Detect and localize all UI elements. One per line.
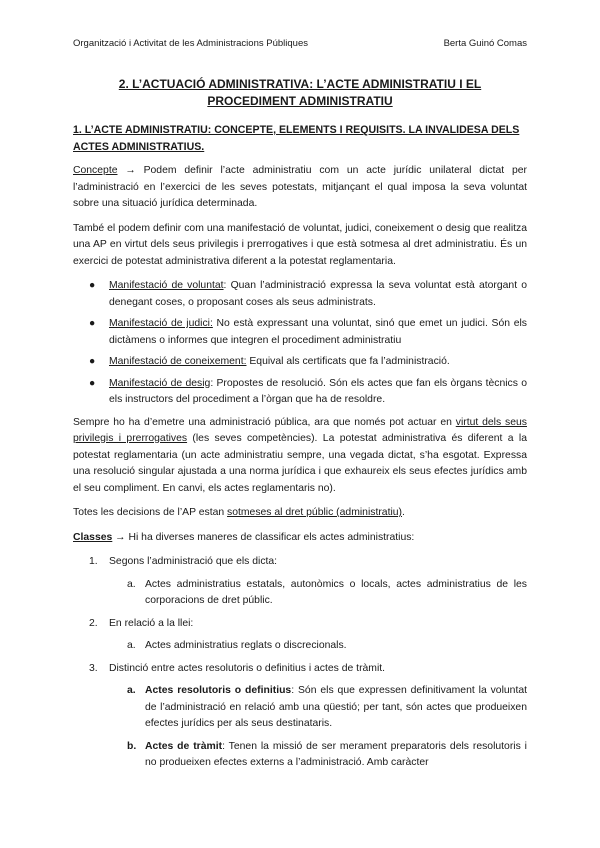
concept-label: Concepte (73, 165, 118, 176)
classes-arrow: → (112, 531, 129, 543)
list-item (73, 376, 527, 409)
classes-text: Hi ha diverses maneres de classificar els actes administratius: (128, 531, 415, 543)
definition-paragraph: També el podem definir com una manifestació de voluntat, judici, coneixement o desig que realitza una AP en virtut dels seus privilegis i prerrogatives i que està sotmesa al dret administratiu. És un exercici de potestat administrativa diferent a la potestat reglamentaria. (73, 222, 527, 267)
list-item: 3. Distinció entre actes resolutoris o definitius i actes de tràmit. (89, 662, 386, 674)
list-item (73, 316, 527, 349)
bullet-term: Manifestació de desig (109, 377, 211, 389)
subsection-title: 1. L’ACTE ADMINISTRATIU: CONCEPTE, ELEMENTS I REQUISITS. LA INVALIDESA DELS ACTES ADMINISTRATIUS. (73, 124, 520, 153)
public-law-underline: sotmeses al dret públic (administratiu) (227, 507, 403, 518)
bullet-text: : Propostes de resolució. Són els actes que fan els òrgans tècnics o els instructors del procediment a l’òrgan que ha de resoldre. (109, 377, 527, 405)
bullet-icon: ● (89, 377, 96, 389)
classes-paragraph (73, 530, 527, 547)
public-law-paragraph: Totes les decisions de l’AP estan sotmeses al dret públic (administratiu). (73, 507, 405, 518)
header-author: Berta Guinó Comas (443, 38, 527, 49)
header-course: Organització i Activitat de les Administracions Públiques (73, 38, 308, 49)
list-item (73, 354, 527, 371)
list-item: a. Actes administratius estatals, autonòmics o locals, actes administratius de les corporacions de dret públic. (127, 578, 527, 606)
concept-arrow: → (117, 165, 144, 176)
bullet-icon: ● (89, 318, 96, 329)
administration-paragraph: Sempre ho ha d’emetre una administració pública, ara que només pot actuar en virtut dels seus privilegis i prerrogatives (les seves competències). La potestat administrativa és diferent a la potestat reglamentaria (un acte administratiu sempre, una vegada dictat, s’ha esgotat. Expressa una resolució singular ajustada a una norma jurídica i que exhaureix els seus efectes jurídics amb el seu compliment. En canvi, els actes reglamentaris no). (73, 416, 527, 494)
bullet-term: Manifestació de coneixement: (109, 356, 247, 367)
concept-text: Podem definir l’acte administratiu com un acte jurídic unilateral dictat per l’administració en l’exercici de les seves potestats, mitjançant el qual imposa la seva voluntat sobre una situació jurídica determinada. (73, 165, 527, 209)
bullet-text: : Quan l’administració expressa la seva voluntat està atorgant o denegant coses, o proposant coses als seus administrats. (109, 280, 527, 308)
bullet-term: Manifestació de voluntat (109, 280, 224, 291)
bullet-icon: ● (89, 356, 96, 367)
list-item: a. Actes resolutoris o definitius: Són els que expressen definitivament la voluntat de l’administració en relació amb una qüestió; per tant, són actes que produeixen efectes jurídics per als seus destinataris. (127, 685, 528, 729)
section-title: 2. L’ACTUACIÓ ADMINISTRATIVA: L’ACTE ADMINISTRATIU I EL PROCEDIMENT ADMINISTRATIU (118, 77, 482, 108)
list-item: a. Actes administratius reglats o discrecionals. (127, 640, 347, 651)
list-item: 1. Segons l’administració que els dicta: (89, 556, 278, 567)
bullet-term: Manifestació de judici: (109, 318, 213, 329)
list-item (73, 278, 527, 311)
page-content (73, 70, 527, 778)
bullet-text: Equival als certificats que fa l’administració. (246, 356, 450, 367)
list-item: b. Actes de tràmit: Tenen la missió de ser merament preparatoris dels resolutoris i no produeixen efectes externs a l’administració. Amb caràcter (127, 740, 527, 768)
bullet-text: No està expressant una voluntat, sinó que emet un judici. Són els dictàmens o informes que integren el procediment administratiu (109, 318, 527, 346)
page-header (73, 38, 527, 49)
concept-paragraph (73, 163, 527, 213)
privileges-underline: virtut dels seus privilegis i prerrogatives (73, 416, 527, 444)
bullet-icon: ● (89, 280, 96, 291)
classes-label: Classes (73, 531, 113, 543)
manifestation-list (73, 278, 527, 409)
list-item: 2. En relació a la llei: (89, 617, 194, 629)
classes-list (73, 554, 527, 772)
